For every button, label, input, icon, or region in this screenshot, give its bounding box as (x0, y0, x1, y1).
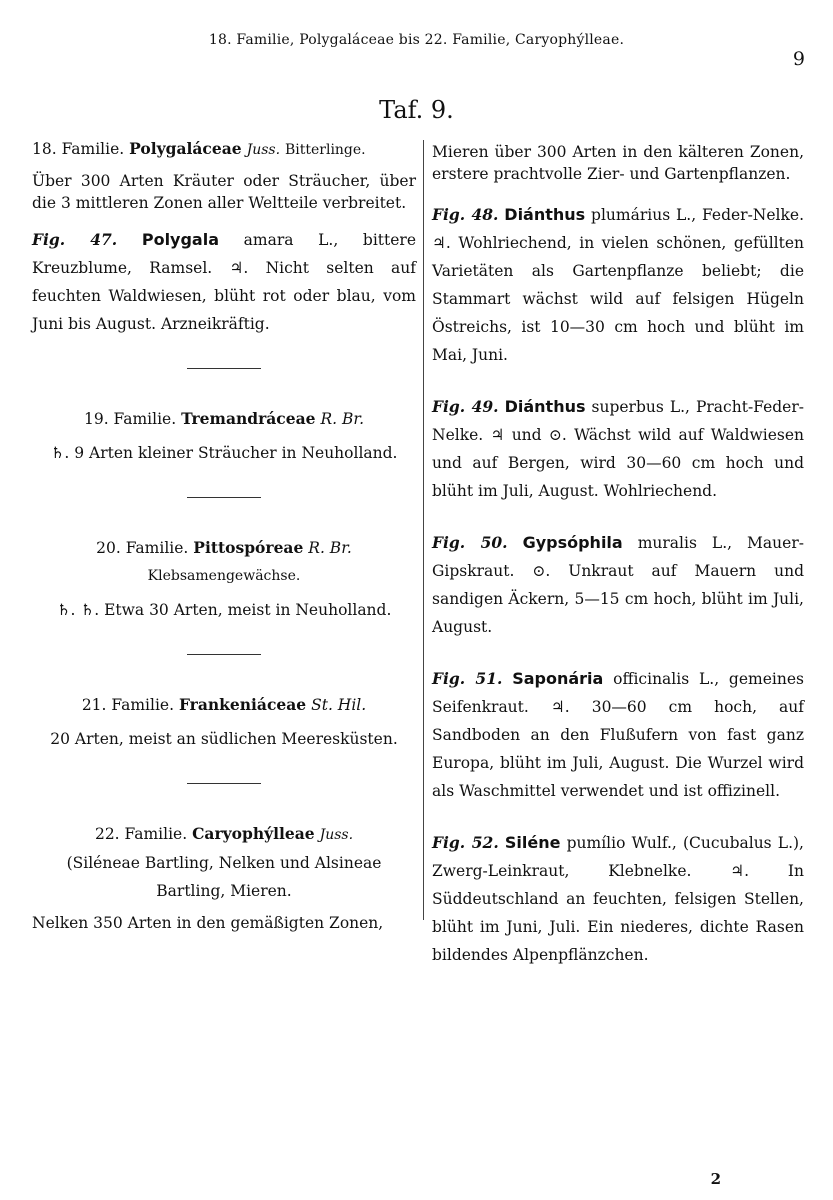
left-column (32, 135, 416, 937)
family-author: R. Br. (308, 539, 352, 557)
family-22-subgroups: (Siléneae Bartling, Nelken und Alsineae (66, 854, 382, 872)
family-name: Frankeniáceae (178, 695, 307, 714)
family-22-description: Nelken 350 Arten in den gemäßigten Zonen, (32, 914, 384, 932)
genus-name: Diánthus (504, 397, 586, 416)
family-22-subgroups-cont: Bartling, Mieren. (156, 882, 292, 900)
fig-number: Fig. 49. (432, 397, 499, 416)
family-19-heading (32, 405, 416, 433)
fig-50-entry (432, 529, 804, 641)
family-22-heading (32, 820, 416, 849)
plate-title: Taf. 9. (379, 96, 454, 124)
fig-number: Fig. 52. (432, 833, 499, 852)
section-rule (187, 497, 261, 498)
family-name: Caryophýlleae (192, 824, 315, 843)
family-common-name: Klebsamengewächse. (147, 568, 301, 584)
family-20-heading (32, 534, 416, 562)
fig-51-entry (432, 665, 804, 805)
family-author: St. Hil. (311, 696, 367, 714)
fig-48-entry (432, 201, 804, 369)
family-author: Juss. (319, 827, 354, 843)
family-label: 21. Familie. (81, 696, 175, 714)
fig-47-entry (32, 226, 416, 338)
family-18-description: Über 300 Arten Kräuter oder Sträucher, über die 3 mittleren Zonen aller Weltteile verbreitet. (32, 172, 416, 212)
genus-name: Gypsóphila (522, 533, 623, 552)
fig-number: Fig. 47. (32, 230, 118, 249)
family-21-heading (32, 691, 416, 719)
family-name: Pittospóreae (193, 538, 304, 557)
genus-name: Polygala (141, 230, 220, 249)
family-21-description: 20 Arten, meist an südlichen Meeresküsten. (50, 730, 398, 748)
family-label: 18. Familie. (32, 140, 125, 158)
section-rule (187, 783, 261, 784)
entry-text: plumárius L., Feder-Nelke. ♃. Wohlriechend, in vielen schönen, gefüllten Varietäten als Gartenpflanze beliebt; die Stammart wächst wild auf felsigen Hügeln Östreichs, ist 10—30 cm hoch und blüht im Mai, Juni. (432, 206, 804, 364)
column-divider (423, 140, 424, 920)
entry-text: pumílio Wulf., (Cucubalus L.), Zwerg-Leinkraut, Klebnelke. ♃. In Süddeutschland an feuchten, felsigen Stellen, blüht im Juni, Juli. Ein niederes, dichte Rasen bildendes Alpenpflänzchen. (432, 834, 804, 964)
section-rule (187, 654, 261, 655)
entry-text: officinalis L., gemeines Seifenkraut. ♃. 30—60 cm hoch, auf Sandboden an den Flußufern von fast ganz Europa, blüht im Juli, August. Die Wurzel wird als Waschmittel verwendet und ist offizinell. (432, 670, 804, 800)
family-label: 19. Familie. (83, 410, 177, 428)
family-author: R. Br. (320, 410, 365, 428)
fig-number: Fig. 50. (432, 533, 508, 552)
family-name: Polygaláceae (129, 139, 242, 158)
genus-name: Diánthus (504, 205, 586, 224)
family-20-description: ♄. ♄. Etwa 30 Arten, meist in Neuholland. (56, 601, 392, 619)
signature-mark: 2 (710, 1170, 721, 1188)
family-18-heading (32, 135, 416, 164)
entry-text: muralis L., Mauer-Gipskraut. ⊙. Unkraut auf Mauern und sandigen Äckern, 5—15 cm hoch, blüht im Juli, August. (432, 534, 804, 636)
page-number: 9 (792, 48, 805, 70)
family-19-description: ♄. 9 Arten kleiner Sträucher in Neuholland. (50, 444, 398, 462)
fig-52-entry (432, 829, 804, 969)
continued-text: Mieren über 300 Arten in den kälteren Zonen, erstere prachtvolle Zier- und Gartenpflanzen. (432, 143, 804, 183)
family-common-name: Bitterlinge. (284, 142, 366, 158)
genus-name: Siléne (504, 833, 561, 852)
genus-name: Saponária (512, 669, 604, 688)
family-label: 20. Familie. (96, 539, 189, 557)
family-name: Tremandráceae (181, 409, 316, 428)
right-column (432, 135, 804, 969)
section-rule (187, 368, 261, 369)
family-label: 22. Familie. (94, 825, 188, 843)
fig-number: Fig. 51. (432, 669, 503, 688)
fig-49-entry (432, 393, 804, 505)
running-head: 18. Familie, Polygaláceae bis 22. Familie, Caryophýlleae. (208, 32, 625, 48)
fig-number: Fig. 48. (432, 205, 499, 224)
family-author: Juss. (246, 142, 281, 158)
entry-text: superbus L., Pracht-Feder-Nelke. ♃ und ⊙. Wächst wild auf Waldwiesen und auf Bergen, wird 30—60 cm hoch und blüht im Juli, August. Wohlriechend. (432, 398, 804, 500)
entry-text: amara L., bittere Kreuzblume, Ramsel. ♃. Nicht selten auf feuchten Waldwiesen, blüht rot oder blau, vom Juni bis August. Arzneikräftig. (32, 231, 416, 333)
